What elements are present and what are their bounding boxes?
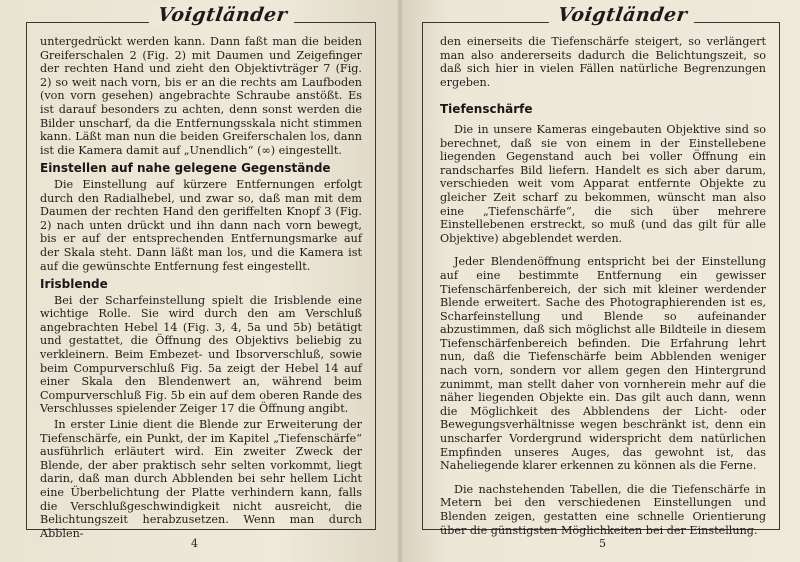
page-text <box>440 35 766 537</box>
right-page <box>402 0 800 562</box>
section-heading: Einstellen auf nahe gelegene Gegenstände <box>40 161 331 176</box>
paragraph: Die in unsere Kameras eingebauten Objektive sind so berechnet, daß sie von einem in der Einstellebene liegenden Gegenstand auch bei voller Öffnung ein randscharfes Bild liefern. Handelt es sich aber darum, verschieden weit vom Apparat entfernte Objekte zu gleicher Zeit scharf zu bekommen, wünscht man also eine „Tiefenschärfe“, die sich über mehrere Einstellebenen erstreckt, so muß (und das gilt für alle Objektive) abgeblendet werden. <box>440 122 766 245</box>
paragraph: Jeder Blendenöffnung entspricht bei der Einstellung auf eine bestimmte Entfernung ein gewisser Tiefenschärfenbereich, der sich mit kleiner werdender Blende erweitert. Sache des Photographierenden ist es, Scharfeinstellung und Blende so aufeinander abzustimmen, daß sich möglichst alle Bildteile in diesem Tiefenschärfenbereich befinden. Die Erfahrung lehrt nun, daß die Tiefenschärfe beim Abblenden weniger nach vorn, sondern vor allem gegen den Hintergrund zunimmt, man stellt daher von vornherein mehr auf die näher liegenden Objekte ein. Das gilt auch dann, wenn die Möglichkeit des Abblendens der Licht- oder Bewegungsverhältnisse wegen beschränkt ist, denn ein unscharfer Vordergrund widerspricht dem natürlichen Empfinden unseres Auges, das gewohnt ist, das Naheliegende klarer erkennen zu können als die Ferne. <box>440 255 766 473</box>
paragraph: In erster Linie dient die Blende zur Erweiterung der Tiefenschärfe, ein Punkt, der im Kapitel „Tiefenschärfe“ ausführlich erläutert wird. Ein zweiter Zweck der Blende, der aber praktisch sehr selten vorkommt, liegt darin, daß man durch Abblenden bei sehr hellem Licht eine Überbelichtung der Platte verhindern kann, falls die Verschlußgeschwindigkeit nicht ausreicht, die Belichtungszeit herabzusetzen. Wenn man durch Abblen- <box>40 418 362 540</box>
page-number: 5 <box>599 537 606 550</box>
paragraph: untergedrückt werden kann. Dann faßt man die beiden Greiferschalen 2 (Fig. 2) mit Daumen und Zeigefinger der rechten Hand und zieht den Objektivträger 7 (Fig. 2) so weit nach vorn, bis er an die rechts am Laufboden (von vorn gesehen) angebrachte Schraube anstößt. Es ist darauf besonders zu achten, denn sonst werden die Bilder unscharf, da die Entfernungsskala nicht stimmen kann. Läßt man nun die beiden Greiferschalen los, dann ist die Kamera damit auf „Unendlich“ (∞) eingestellt. <box>40 35 362 157</box>
paragraph: den einerseits die Tiefenschärfe steigert, so verlängert man also andererseits dadurch die Belichtungszeit, so daß sich hier in vielen Fällen natürliche Begrenzungen ergeben. <box>440 35 766 89</box>
paragraph: Die nachstehenden Tabellen, die die Tiefenschärfe in Metern bei den verschiedenen Einstellungen und Blenden zeigen, gestatten eine schnelle Orientierung über die günstigsten Möglichkeiten bei der Einstellung. <box>440 482 766 537</box>
brand-logo: Voigtländer <box>548 4 696 26</box>
page-number: 4 <box>191 537 198 550</box>
paragraph: Die Einstellung auf kürzere Entfernungen erfolgt durch den Radialhebel, und zwar so, daß man mit dem Daumen der rechten Hand den geriffelten Knopf 3 (Fig. 2) nach unten drückt und ihn dann nach vorn bewegt, bis er auf der entsprechenden Entfernungsmarke auf der Skala steht. Dann läßt man los, und die Kamera ist auf die gewünschte Entfernung fest eingestellt. <box>40 177 362 273</box>
page-text <box>40 35 362 540</box>
section-heading: Irisblende <box>40 277 108 292</box>
brand-logo: Voigtländer <box>148 4 296 26</box>
paragraph: Bei der Scharfeinstellung spielt die Irisblende eine wichtige Rolle. Sie wird durch den am Verschluß angebrachten Hebel 14 (Fig. 3, 4, 5a und 5b) betätigt und gestattet, die Öffnung des Objektivs beliebig zu verkleinern. Beim Embezet- und Ibsorverschluß, sowie beim Compurverschluß Fig. 5a zeigt der Hebel 14 auf einer Skala den Blendenwert an, während beim Compurverschluß Fig. 5b ein auf dem oberen Rande des Verschlusses spielender Zeiger 17 die Öffnung angibt. <box>40 293 362 416</box>
section-heading: Tiefenschärfe <box>440 102 533 117</box>
